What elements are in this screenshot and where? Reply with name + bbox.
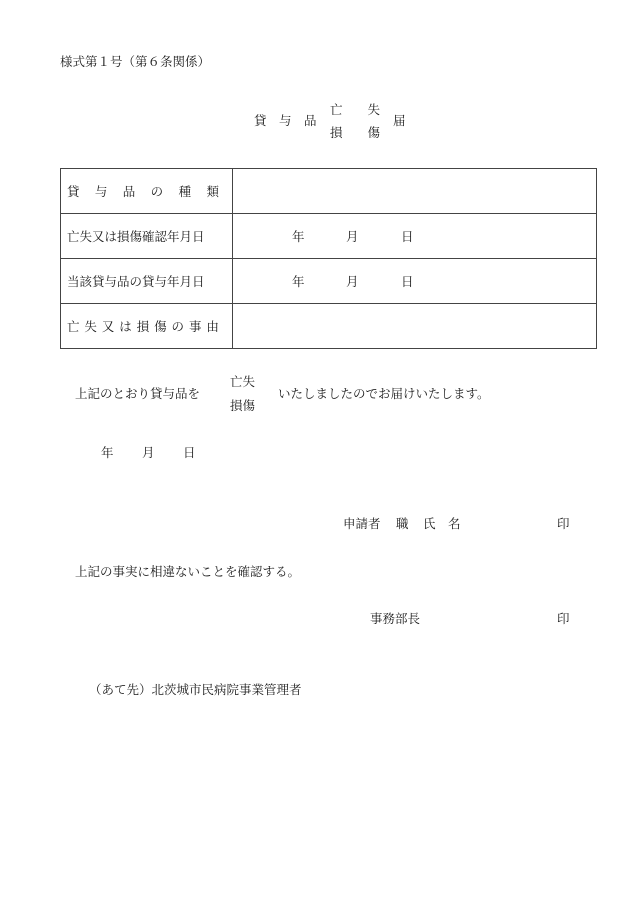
manager-label: 事務部長 [370,611,421,626]
table-row [61,214,597,259]
loss-confirm-date-field[interactable] [233,214,597,259]
statement-before: 上記のとおり貸与品を [75,386,201,401]
loss-confirm-date-label: 亡失又は損傷確認年月日 [61,214,233,259]
reason-field[interactable] [233,304,597,349]
confirmation-text: 上記の事実に相違ないことを確認する。 [75,564,301,579]
date-month: 月 [142,445,155,460]
report-table [60,168,597,349]
applicant-label: 申請者 [343,516,381,531]
title-upper-option: 亡 失 [330,102,381,117]
table-row [61,304,597,349]
statement-after: いたしましたのでお届けいたします。 [278,386,490,401]
reason-label: 亡 失 又 は 損 傷 の 事 由 [61,304,233,349]
month-unit: 月 [346,274,359,289]
day-unit: 日 [401,274,414,289]
item-type-field[interactable] [233,169,597,214]
form-number: 様式第１号（第６条関係） [60,54,211,69]
applicant-name-label: 氏 名 [423,516,461,531]
addressee: （あて先）北茨城市民病院事業管理者 [89,682,302,697]
year-unit: 年 [292,274,305,289]
loan-date-field[interactable] [233,259,597,304]
applicant-seal: 印 [557,516,570,531]
title-lower-option: 損 傷 [330,125,381,140]
date-day: 日 [183,445,196,460]
loan-date-label: 当該貸与品の貸与年月日 [61,259,233,304]
month-unit: 月 [346,229,359,244]
statement-option-upper: 亡失 [230,374,256,389]
title-suffix: 届 [393,113,406,128]
title-prefix: 貸 与 品 [254,113,317,128]
table-row [61,169,597,214]
day-unit: 日 [401,229,414,244]
year-unit: 年 [292,229,305,244]
item-type-label: 貸 与 品 の 種 類 [61,169,233,214]
applicant-position: 職 [396,516,409,531]
statement-option-lower: 損傷 [230,398,256,413]
date-year: 年 [101,445,114,460]
manager-seal: 印 [557,611,570,626]
table-row [61,259,597,304]
